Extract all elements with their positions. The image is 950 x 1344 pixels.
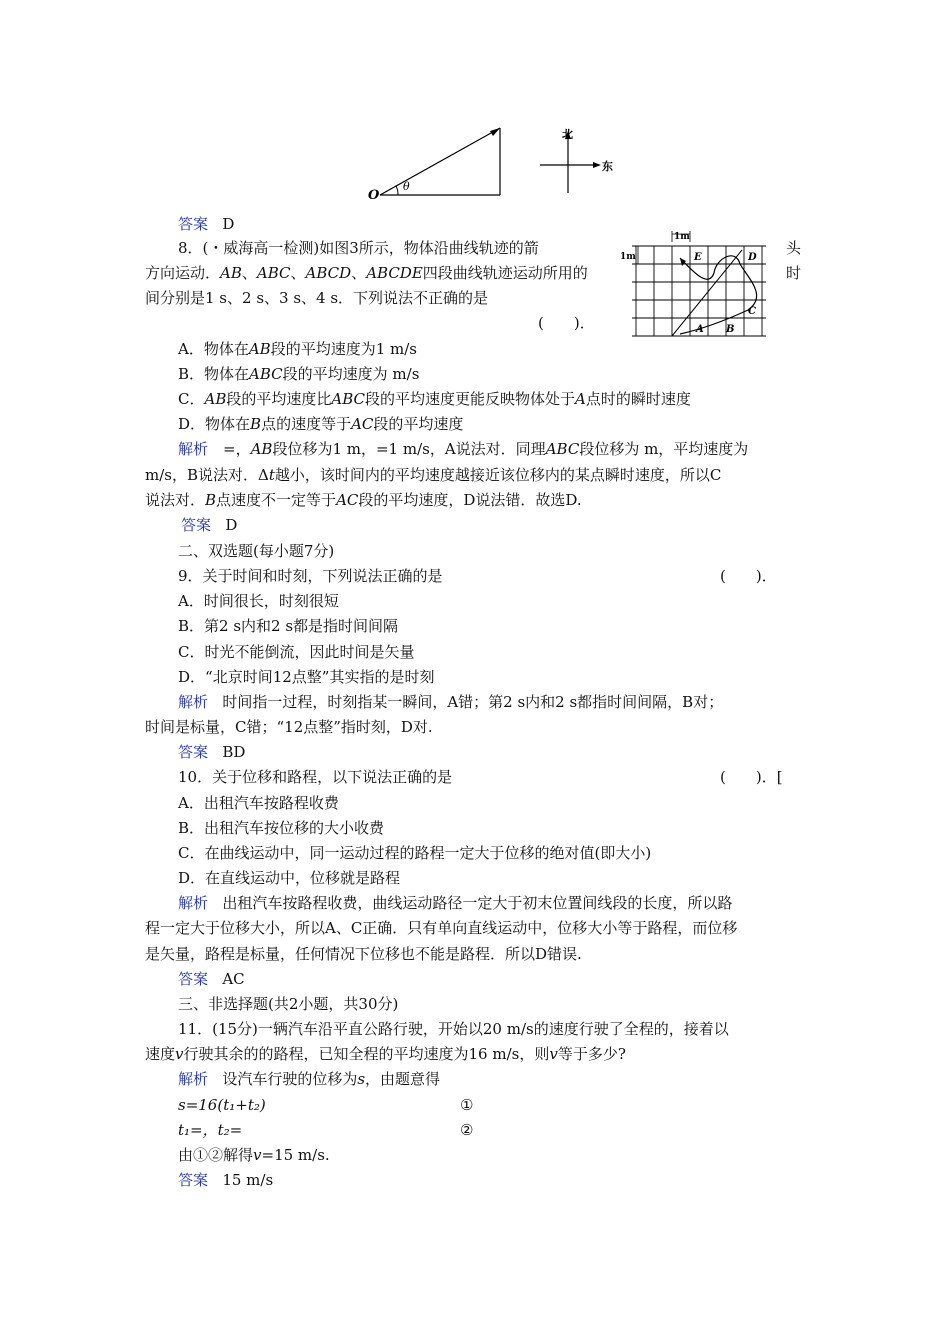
point-c-label: C xyxy=(748,306,756,317)
q8-answer-paren: ( )． xyxy=(538,314,595,332)
q8-text: AB xyxy=(250,440,273,458)
q10-answer xyxy=(178,969,245,989)
point-a-label: A xyxy=(696,324,704,335)
q8-analysis-line1 xyxy=(178,439,748,459)
angle-label: θ xyxy=(403,180,410,193)
q8-text: B xyxy=(205,491,217,509)
q10-option-d: D．在直线运动中，位移就是路程 xyxy=(178,869,401,887)
q9-option-b: B．第2 s内和2 s都是指时间间隔 xyxy=(178,617,399,635)
q8-text: 点速度不一定等于 xyxy=(216,491,337,509)
q8-text: AB xyxy=(204,390,227,408)
q8-text: 说法对． xyxy=(145,491,206,509)
section-2-title: 二、双选题(每小题7分) xyxy=(178,542,335,560)
answer-label: 答案 xyxy=(178,215,209,233)
q8-stem-line1-end: 头 xyxy=(786,239,802,257)
q9-stem: 9．关于时间和时刻，下列说法正确的是 xyxy=(178,567,443,585)
q8-text: t xyxy=(268,466,275,484)
q10-option-c: C．在曲线运动中，同一运动过程的路程一定大于位移的绝对值(即大小) xyxy=(178,844,652,862)
q8-option-d xyxy=(178,414,463,434)
q8-text: 点的速度等于 xyxy=(261,415,352,433)
east-label: 东 xyxy=(602,160,613,173)
q8-text: A xyxy=(575,390,586,408)
q7-answer xyxy=(178,214,234,234)
analysis-label: 解析 xyxy=(178,1070,209,1088)
q10-analysis-line2: 程一定大于位移大小，所以A、C正确．只有单向直线运动中，位移大小等于路程，而位移 xyxy=(145,919,738,937)
answer-value: BD xyxy=(222,743,246,761)
q9-text: 时间指一过程，时刻指某一瞬间，A错；第2 s内和2 s都指时间间隔，B对； xyxy=(222,693,724,711)
q8-text: ABC xyxy=(249,365,283,383)
q8-text: 段的平均速度比 xyxy=(226,390,332,408)
q8-stem-line2-end: 时 xyxy=(786,264,802,282)
q8-text: AB xyxy=(220,264,242,282)
q8-text: 段的平均速度为1 m/s xyxy=(270,340,417,358)
q8-text: ABC xyxy=(331,390,365,408)
q11-text: 由①②解得 xyxy=(178,1146,254,1164)
section-3-title: 三、非选择题(共2小题，共30分) xyxy=(178,995,399,1013)
q8-text: =， xyxy=(208,440,251,458)
q8-text: 、 xyxy=(241,264,257,282)
answer-value: D xyxy=(225,516,238,534)
q8-text: C． xyxy=(178,390,205,408)
point-e-label: E xyxy=(694,252,702,263)
q8-text: 、 xyxy=(351,264,367,282)
analysis-label: 解析 xyxy=(178,440,209,458)
q11-text: v xyxy=(175,1045,184,1063)
q8-text: 段的平均速度 xyxy=(373,415,464,433)
q8-text: 8．(・威海高一检测)如图3所示，物体沿曲线轨迹的箭 xyxy=(178,239,539,257)
q8-text: ABC xyxy=(545,440,580,458)
scale-h-label: 1m xyxy=(674,232,690,242)
answer-value: 15 m/s xyxy=(222,1171,274,1189)
q9-answer xyxy=(178,742,245,762)
q8-analysis-line3 xyxy=(145,490,582,510)
q8-text: 点时的瞬时速度 xyxy=(585,390,691,408)
q10-option-a: A．出租汽车按路程收费 xyxy=(178,794,339,812)
q11-equation-2: t₁=，t₂= xyxy=(178,1121,243,1139)
origin-label: O xyxy=(368,188,380,203)
q8-option-a xyxy=(178,339,417,359)
answer-label: 答案 xyxy=(178,1171,209,1189)
q11-stem-line2 xyxy=(145,1044,626,1064)
q9-analysis-line1 xyxy=(178,692,723,712)
triangle-figure xyxy=(368,120,510,203)
q8-analysis-line2 xyxy=(145,465,721,485)
q10-stem: 10．关于位移和路程，以下说法正确的是 xyxy=(178,768,453,786)
q11-text: ，由题意得 xyxy=(365,1070,441,1088)
q11-text: 设汽车行驶的位移为 xyxy=(222,1070,358,1088)
q8-text: B．物体在 xyxy=(178,365,250,383)
q10-option-b: B．出租汽车按位移的大小收费 xyxy=(178,819,385,837)
q8-answer xyxy=(181,515,237,535)
q8-text: 四段曲线轨迹运动所用的 xyxy=(422,264,588,282)
q8-text: AC xyxy=(351,415,374,433)
q8-text: AB xyxy=(248,340,271,358)
q11-equation-2-number: ② xyxy=(460,1121,474,1139)
point-d-label: D xyxy=(748,252,757,263)
q11-text: 等于多少? xyxy=(557,1045,626,1063)
q11-text: s xyxy=(357,1070,366,1088)
answer-value: AC xyxy=(222,970,245,988)
q8-text: 段位移为1 m，=1 m/s，A说法对．同理 xyxy=(272,440,546,458)
answer-label: 答案 xyxy=(181,516,212,534)
q8-stem-line3: 间分别是1 s、2 s、3 s、4 s．下列说法不正确的是 xyxy=(145,289,489,307)
q11-result xyxy=(178,1145,330,1165)
q9-analysis-line2: 时间是标量，C错；“12点整”指时刻，D对. xyxy=(145,718,433,736)
q8-text: A．物体在 xyxy=(178,340,249,358)
q11-analysis-line1 xyxy=(178,1069,440,1089)
q8-text: ABCDE xyxy=(366,264,423,282)
q8-text: 段位移为 m，平均速度为 xyxy=(579,440,749,458)
q8-text: ABCD xyxy=(305,264,352,282)
q8-option-c xyxy=(178,389,691,409)
q8-text: m/s，B说法对．Δ xyxy=(145,466,269,484)
q8-text: 段的平均速度更能反映物体处于 xyxy=(364,390,575,408)
q11-text: v xyxy=(253,1146,262,1164)
point-b-label: B xyxy=(726,324,735,335)
q8-text: AC xyxy=(336,491,359,509)
q8-text: 、 xyxy=(290,264,306,282)
answer-label: 答案 xyxy=(178,743,209,761)
answer-value: D xyxy=(222,215,235,233)
q11-answer xyxy=(178,1170,273,1190)
q11-text: 行驶其余的的路程，已知全程的平均速度为16 m/s，则 xyxy=(183,1045,550,1063)
analysis-label: 解析 xyxy=(178,693,209,711)
q9-option-c: C．时光不能倒流，因此时间是矢量 xyxy=(178,643,415,661)
q8-text: 方向运动． xyxy=(145,264,221,282)
compass-figure xyxy=(535,125,625,200)
q11-equation-1-number: ① xyxy=(460,1096,474,1114)
q8-text: ABC xyxy=(256,264,291,282)
q8-stem-line1 xyxy=(178,238,539,258)
q10-answer-paren: ( )．[ xyxy=(720,768,783,786)
q8-stem-line2 xyxy=(145,263,588,283)
answer-label: 答案 xyxy=(178,970,209,988)
q8-text: 越小，该时间内的平均速度越接近该位移内的某点瞬时速度，所以C xyxy=(274,466,722,484)
q9-answer-paren: ( )． xyxy=(720,567,777,585)
q11-equation-1: s=16(t₁+t₂) xyxy=(178,1096,266,1114)
q8-option-b xyxy=(178,364,419,384)
q8-text: 段的平均速度为 m/s xyxy=(282,365,420,383)
q10-analysis-line1 xyxy=(178,893,732,913)
q11-text: 速度 xyxy=(145,1045,176,1063)
trajectory-grid-figure xyxy=(618,228,778,343)
q11-stem-line1: 11．(15分)一辆汽车沿平直公路行驶，开始以20 m/s的速度行驶了全程的，接着以 xyxy=(178,1020,729,1038)
north-label: 北 xyxy=(562,128,573,141)
q8-text: B xyxy=(250,415,262,433)
q10-text: 出租汽车按路程收费，曲线运动路径一定大于初末位置间线段的长度，所以路 xyxy=(222,894,733,912)
q11-text: =15 m/s. xyxy=(261,1146,330,1164)
scale-v-label: 1m xyxy=(620,252,636,262)
q9-option-d: D．“北京时间12点整”其实指的是时刻 xyxy=(178,668,435,686)
q11-text: v xyxy=(549,1045,558,1063)
q10-analysis-line3: 是矢量，路程是标量，任何情况下位移也不能是路程．所以D错误. xyxy=(145,945,582,963)
q8-text: 段的平均速度，D说法错．故选D. xyxy=(358,491,582,509)
q9-option-a: A．时间很长，时刻很短 xyxy=(178,592,339,610)
q8-text: D．物体在 xyxy=(178,415,251,433)
analysis-label: 解析 xyxy=(178,894,209,912)
